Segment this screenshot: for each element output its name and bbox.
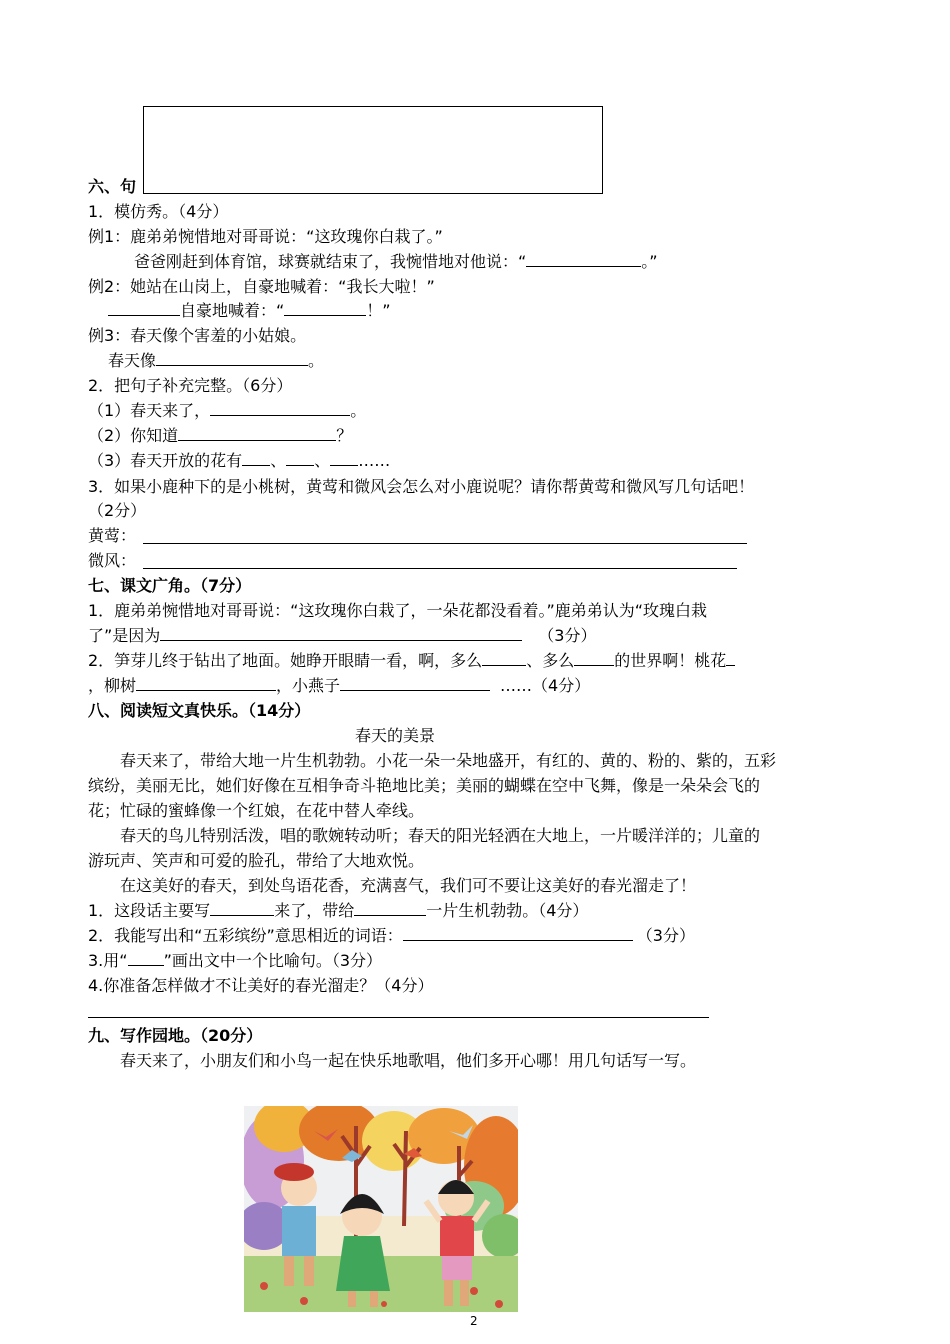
blank[interactable] (526, 251, 641, 267)
page-number: 2 (470, 1314, 478, 1328)
q6-2-1: （1）春天来了， 。 (88, 401, 367, 420)
blank[interactable] (284, 300, 366, 316)
blank[interactable] (482, 650, 526, 666)
q6-2-2: （2）你知道 ？ (88, 426, 353, 445)
blank[interactable] (108, 300, 180, 316)
blank[interactable] (403, 925, 633, 941)
blank[interactable] (128, 950, 164, 966)
blank[interactable] (242, 450, 270, 466)
example-2: 例2：她站在山岗上，自豪地喊着：“我长大啦！” (88, 277, 435, 296)
q7-1-line1: 1．鹿弟弟惋惜地对哥哥说：“这玫瑰你白栽了，一朵花都没看着。”鹿弟弟认为“玫瑰白栽 (88, 601, 708, 620)
q8-1: 1．这段话主要写 来了，带给 一片生机勃勃。（4分） (88, 901, 589, 920)
passage-p2-line1: 春天的鸟儿特别活泼，唱的歌婉转动听；春天的阳光轻洒在大地上，一片暖洋洋的；儿童的 (120, 826, 761, 845)
weifeng-label: 微风： (88, 551, 137, 570)
blank[interactable] (330, 450, 358, 466)
blank[interactable] (178, 425, 336, 441)
example-1-task: 爸爸刚赶到体育馆，球赛就结束了，我惋惜地对他说：“ 。” (134, 252, 658, 271)
blank[interactable] (136, 675, 276, 691)
q6-2-3: （3）春天开放的花有 、 、 …… (88, 451, 391, 470)
q6-3-score: （2分） (88, 501, 147, 520)
covering-box (143, 106, 603, 194)
q7-2-line2: ，柳树 ，小燕子 ……（4分） (88, 676, 591, 695)
example-2-task: 自豪地喊着：“ ！” (108, 300, 391, 322)
children-singing-illustration (244, 1106, 518, 1312)
blank[interactable] (210, 900, 274, 916)
blank[interactable] (160, 625, 522, 641)
q8-2: 2．我能写出和“五彩缤纷”意思相近的词语： （3分） (88, 926, 695, 945)
q7-1-line2: 了”是因为 （3分） (88, 626, 597, 645)
blank[interactable] (210, 400, 350, 416)
q8-4: 4.你准备怎样做才不让美好的春光溜走？（4分） (88, 976, 434, 995)
blank[interactable] (726, 650, 735, 666)
blank[interactable] (574, 650, 614, 666)
passage-p1-line2: 缤纷，美丽无比，她们好像在互相争奇斗艳地比美；美丽的蝴蝶在空中飞舞，像是一朵朵会飞的 (88, 776, 761, 795)
q6-1-title: 1．模仿秀。（4分） (88, 202, 229, 221)
q6-2-title: 2．把句子补充完整。（6分） (88, 376, 293, 395)
example-3-task: 春天像 。 (108, 351, 325, 370)
q6-3-title: 3．如果小鹿种下的是小桃树，黄莺和微风会怎么对小鹿说呢？请你帮黄莺和微风写几句话吧！ (88, 477, 755, 496)
example-3: 例3：春天像个害羞的小姑娘。 (88, 326, 307, 345)
section-8-heading: 八、阅读短文真快乐。（14分） (88, 701, 311, 720)
example-1: 例1：鹿弟弟惋惜地对哥哥说：“这玫瑰你白栽了。” (88, 227, 443, 246)
blank[interactable] (340, 675, 490, 691)
huangying-label: 黄莺： (88, 526, 137, 545)
q8-3: 3.用“ ”画出文中一个比喻句。（3分） (88, 951, 383, 970)
passage-title: 春天的美景 (355, 726, 436, 745)
writing-prompt: 春天来了，小朋友们和小鸟一起在快乐地歌唱，他们多开心哪！用几句话写一写。 (120, 1051, 697, 1070)
q7-2-line1: 2．笋芽儿终于钻出了地面。她睁开眼睛一看，啊，多么 、多么 的世界啊！桃花 (88, 650, 735, 672)
q8-4-answer-line[interactable] (88, 1017, 709, 1018)
section-9-heading: 九、写作园地。（20分） (88, 1026, 263, 1045)
passage-p1-line3: 花；忙碌的蜜蜂像一个红娘，在花中替人牵线。 (88, 801, 425, 820)
passage-p1-line1: 春天来了，带给大地一片生机勃勃。小花一朵一朵地盛开，有红的、黄的、粉的、紫的，五彩 (120, 751, 777, 770)
blank[interactable] (286, 450, 314, 466)
huangying-answer-line[interactable] (143, 543, 747, 544)
passage-p2-line2: 游玩声、笑声和可爱的脸孔，带给了大地欢悦。 (88, 851, 425, 870)
blank[interactable] (354, 900, 426, 916)
weifeng-answer-line[interactable] (143, 568, 737, 569)
section-7-heading: 七、课文广角。（7分） (88, 576, 252, 595)
blank[interactable] (156, 350, 308, 366)
passage-p3: 在这美好的春天，到处鸟语花香，充满喜气，我们可不要让这美好的春光溜走了！ (120, 876, 697, 895)
section-6-heading: 六、句 (88, 177, 137, 196)
